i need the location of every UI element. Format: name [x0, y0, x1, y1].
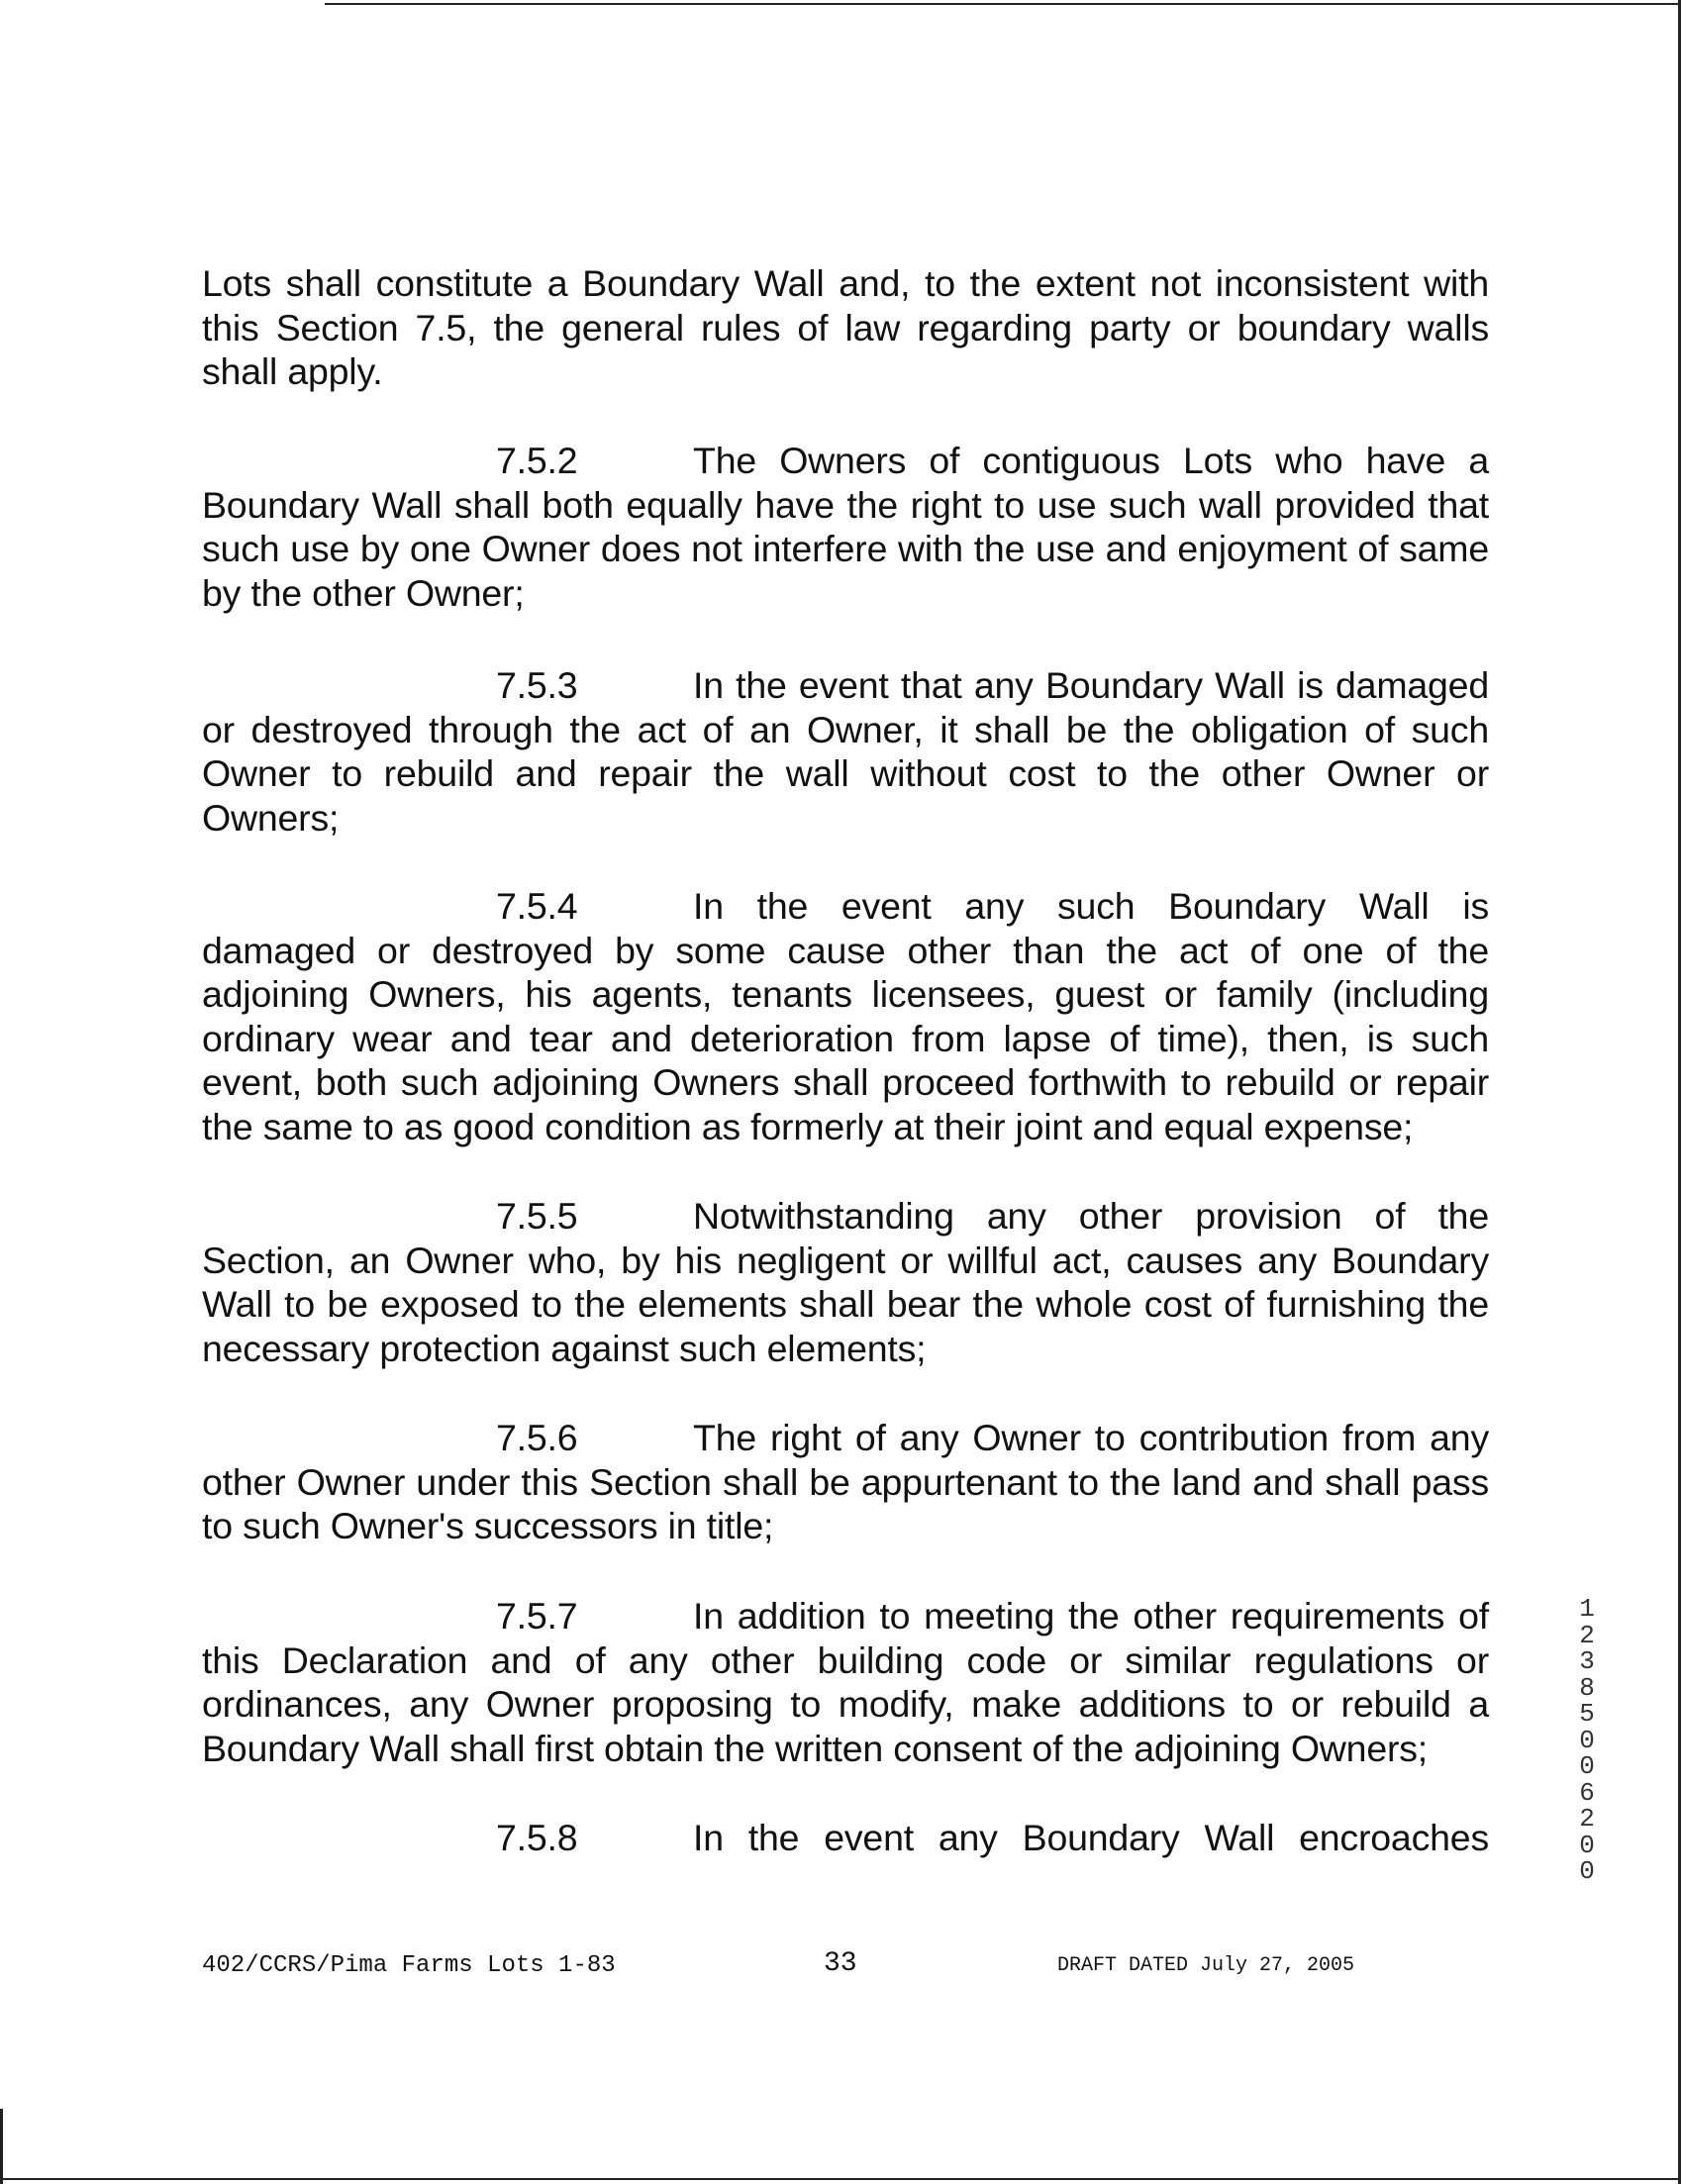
text-line: ordinances, any Owner proposing to modify, make additions to or rebuild a [202, 1683, 1489, 1725]
section-heading [202, 1416, 1489, 1460]
section-number: 7.5.6 [496, 1417, 578, 1458]
section-heading [202, 884, 1489, 929]
text-line: Owners; [202, 796, 340, 839]
section-7-5-2 [202, 439, 1489, 615]
section-7-5-5 [202, 1194, 1489, 1370]
page-number: 33 [824, 1948, 857, 1979]
footer-file-reference: 402/CCRS/Pima Farms Lots 1-83 [202, 1952, 616, 1979]
scan-border-top [325, 3, 1681, 5]
section-7-5-6 [202, 1416, 1489, 1548]
page-footer [202, 1946, 1489, 1986]
text-line: other Owner under this Section shall be appurtenant to the land and shall pass [202, 1460, 1489, 1503]
section-heading [202, 1594, 1489, 1638]
text-line: adjoining Owners, his agents, tenants licensees, guest or family (including [202, 973, 1489, 1015]
section-lead-text: Notwithstanding any other provision of the [693, 1195, 1489, 1237]
text-line: the same to as good condition as formerly at their joint and equal expense; [202, 1105, 1414, 1147]
scan-border-left [0, 2109, 3, 2184]
section-heading [202, 439, 1489, 483]
section-number: 7.5.3 [496, 664, 578, 706]
text-line: shall apply. [202, 350, 383, 392]
text-line: Section, an Owner who, by his negligent or willful act, causes any Boundary [202, 1239, 1489, 1281]
section-7-5-3 [202, 663, 1489, 840]
scan-border-bottom [0, 2178, 1681, 2180]
text-line: to such Owner's successors in title; [202, 1505, 774, 1546]
section-lead-text: In the event any such Boundary Wall is [693, 885, 1489, 927]
text-line: event, both such adjoining Owners shall proceed forthwith to rebuild or repair [202, 1061, 1489, 1103]
section-number: 7.5.2 [496, 440, 578, 481]
section-number: 7.5.4 [496, 885, 578, 927]
section-7-5-7 [202, 1594, 1489, 1770]
text-line: Lots shall constitute a Boundary Wall and, to the extent not inconsistent with [202, 262, 1489, 304]
section-number: 7.5.5 [496, 1195, 578, 1237]
section-7-5-4 [202, 884, 1489, 1148]
section-heading [202, 663, 1489, 708]
text-line: ordinary wear and tear and deterioration from lapse of time), then, is such [202, 1017, 1489, 1059]
section-7-5-8 [202, 1816, 1489, 1860]
text-line: by the other Owner; [202, 571, 525, 614]
text-line: this Declaration and of any other building code or similar regulations or [202, 1638, 1489, 1681]
section-lead-text: The Owners of contiguous Lots who have a [693, 440, 1489, 481]
document-body [202, 261, 1489, 394]
text-line: Owner to rebuild and repair the wall without cost to the other Owner or [202, 752, 1489, 794]
text-line: such use by one Owner does not interfere with the use and enjoyment of same [202, 528, 1489, 569]
text-line: Boundary Wall shall first obtain the written consent of the adjoining Owners; [202, 1727, 1429, 1769]
text-line: damaged or destroyed by some cause other than the act of one of the [202, 929, 1489, 971]
paragraph-continuation [202, 261, 1489, 394]
text-line: this Section 7.5, the general rules of law regarding party or boundary walls [202, 306, 1489, 348]
section-lead-text: In addition to meeting the other requirements of [693, 1595, 1489, 1637]
section-lead-text: The right of any Owner to contribution from any [693, 1417, 1489, 1458]
section-heading [202, 1816, 1489, 1860]
side-document-number: 123850 06200 [1579, 1594, 1595, 1886]
footer-draft-date: DRAFT DATED July 27, 2005 [1057, 1954, 1355, 1977]
section-number: 7.5.8 [496, 1817, 578, 1858]
section-heading [202, 1194, 1489, 1239]
section-lead-text: In the event that any Boundary Wall is damaged [693, 664, 1489, 706]
text-line: Boundary Wall shall both equally have the right to use such wall provided that [202, 483, 1489, 526]
section-number: 7.5.7 [496, 1595, 578, 1637]
text-line: or destroyed through the act of an Owner, it shall be the obligation of such [202, 708, 1489, 750]
text-line: Wall to be exposed to the elements shall bear the whole cost of furnishing the [202, 1283, 1489, 1325]
section-lead-text: In the event any Boundary Wall encroaches [693, 1817, 1489, 1858]
text-line: necessary protection against such elements; [202, 1327, 927, 1369]
